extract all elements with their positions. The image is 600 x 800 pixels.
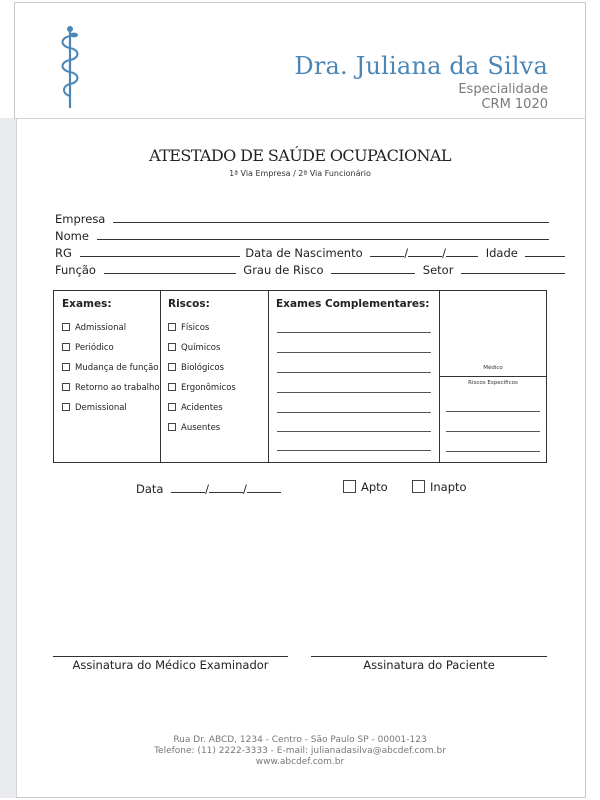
exam-day[interactable] [171, 481, 205, 493]
complementar-line[interactable] [277, 372, 431, 373]
riscos-heading: Riscos: [168, 298, 210, 310]
column-divider [268, 291, 269, 462]
exam-month[interactable] [209, 481, 243, 493]
page-subtitle: 1ª Via Empresa / 2ª Via Funcionário [229, 169, 371, 178]
risco-fisicos[interactable] [168, 323, 209, 333]
checkbox[interactable] [412, 480, 425, 493]
funcao-label: Função [55, 263, 96, 277]
complementar-line[interactable] [277, 352, 431, 353]
footer-address: Rua Dr. ABCD, 1234 - Centro - São Paulo SP - 00001-123 [173, 735, 427, 745]
checkbox[interactable] [168, 343, 176, 351]
exam-date-row [136, 481, 281, 496]
date-sep: / [442, 246, 447, 260]
date-sep: / [205, 482, 209, 496]
nome-row [55, 228, 549, 243]
header-divider [14, 118, 586, 119]
checkbox-label: Periódico [75, 343, 114, 353]
empresa-field[interactable] [113, 211, 549, 223]
checkbox-label: Químicos [181, 343, 221, 353]
doctor-name: Dra. Juliana da Silva [294, 52, 548, 80]
nascimento-year[interactable] [446, 245, 478, 257]
footer-contact: Telefone: (11) 2222-3333 - E-mail: julianadasilva@abcdef.com.br [154, 746, 446, 756]
funcao-field[interactable] [104, 262, 236, 274]
exame-demissional[interactable] [62, 403, 127, 413]
rg-row [55, 245, 565, 260]
risco-ergonomicos[interactable] [168, 383, 236, 393]
column-divider [160, 291, 161, 462]
inapto-option[interactable] [412, 480, 467, 494]
checkbox[interactable] [62, 363, 70, 371]
riscos-especificos-label: Riscos Específicos [468, 380, 518, 386]
exame-periodico[interactable] [62, 343, 114, 353]
checkbox-label: Retorno ao trabalho [75, 383, 160, 393]
checkbox-label: Ausentes [181, 423, 221, 433]
caduceus-icon [54, 24, 86, 110]
checkbox[interactable] [62, 343, 70, 351]
rg-label: RG [55, 246, 72, 260]
checkbox[interactable] [343, 480, 356, 493]
setor-label: Setor [422, 263, 454, 277]
nascimento-day[interactable] [370, 245, 404, 257]
nascimento-month[interactable] [408, 245, 442, 257]
binding-strip [0, 118, 17, 798]
complementares-heading: Exames Complementares: [276, 298, 430, 310]
nome-field[interactable] [97, 228, 549, 240]
checkbox[interactable] [62, 403, 70, 411]
crm-number: CRM 1020 [481, 97, 548, 112]
risco-especifico-line[interactable] [446, 431, 540, 432]
doctor-credentials [458, 82, 548, 112]
complementar-line[interactable] [277, 392, 431, 393]
funcao-row [55, 262, 565, 277]
paciente-signature-line[interactable] [311, 656, 547, 657]
complementar-line[interactable] [277, 431, 431, 432]
checkbox[interactable] [168, 383, 176, 391]
checkbox-label: Ergonômicos [181, 383, 236, 393]
idade-field[interactable] [525, 245, 565, 257]
exame-admissional[interactable] [62, 323, 126, 333]
apto-label: Apto [361, 480, 388, 494]
exam-year[interactable] [247, 481, 281, 493]
risco-especifico-line[interactable] [446, 411, 540, 412]
date-sep: / [404, 246, 409, 260]
checkbox[interactable] [168, 323, 176, 331]
checkbox-label: Mudança de função [75, 363, 159, 373]
checkbox[interactable] [62, 383, 70, 391]
grau-risco-field[interactable] [331, 262, 415, 274]
date-label: Data [136, 482, 164, 496]
checkbox-label: Acidentes [181, 403, 223, 413]
exame-mudanca-funcao[interactable] [62, 363, 158, 373]
risco-biologicos[interactable] [168, 363, 224, 373]
medico-signature-line[interactable] [53, 656, 288, 657]
nascimento-label: Data de Nascimento [245, 246, 363, 260]
apto-option[interactable] [343, 480, 388, 494]
risco-especifico-line[interactable] [446, 451, 540, 452]
checkbox[interactable] [168, 423, 176, 431]
setor-field[interactable] [461, 262, 565, 274]
date-sep: / [243, 482, 247, 496]
empresa-label: Empresa [55, 212, 106, 226]
checkbox-label: Biológicos [181, 363, 225, 373]
exames-heading: Exames: [62, 298, 112, 310]
empresa-row [55, 211, 549, 226]
nome-label: Nome [55, 229, 89, 243]
checkbox-label: Físicos [181, 323, 210, 333]
exame-retorno-trabalho[interactable] [62, 383, 160, 393]
side-divider [440, 376, 546, 377]
checkbox[interactable] [168, 363, 176, 371]
risco-acidentes[interactable] [168, 403, 223, 413]
checkbox[interactable] [168, 403, 176, 411]
idade-label: Idade [485, 246, 518, 260]
complementar-line[interactable] [277, 332, 431, 333]
specialty: Especialidade [458, 82, 548, 97]
grau-risco-label: Grau de Risco [243, 263, 324, 277]
checkbox-label: Demissional [75, 403, 127, 413]
complementar-line[interactable] [277, 412, 431, 413]
checkbox-label: Admissional [75, 323, 127, 333]
risco-ausentes[interactable] [168, 423, 220, 433]
checkbox[interactable] [62, 323, 70, 331]
complementar-line[interactable] [277, 450, 431, 451]
risco-quimicos[interactable] [168, 343, 220, 353]
medico-signature-label: Assinatura do Médico Examinador [72, 658, 269, 672]
inapto-label: Inapto [430, 480, 467, 494]
rg-field[interactable] [80, 245, 240, 257]
medico-label: Médico [483, 365, 503, 371]
paciente-signature-label: Assinatura do Paciente [363, 658, 495, 672]
exam-table [53, 290, 547, 463]
footer-website: www.abcdef.com.br [255, 757, 345, 767]
page-title: ATESTADO DE SAÚDE OCUPACIONAL [149, 146, 451, 165]
